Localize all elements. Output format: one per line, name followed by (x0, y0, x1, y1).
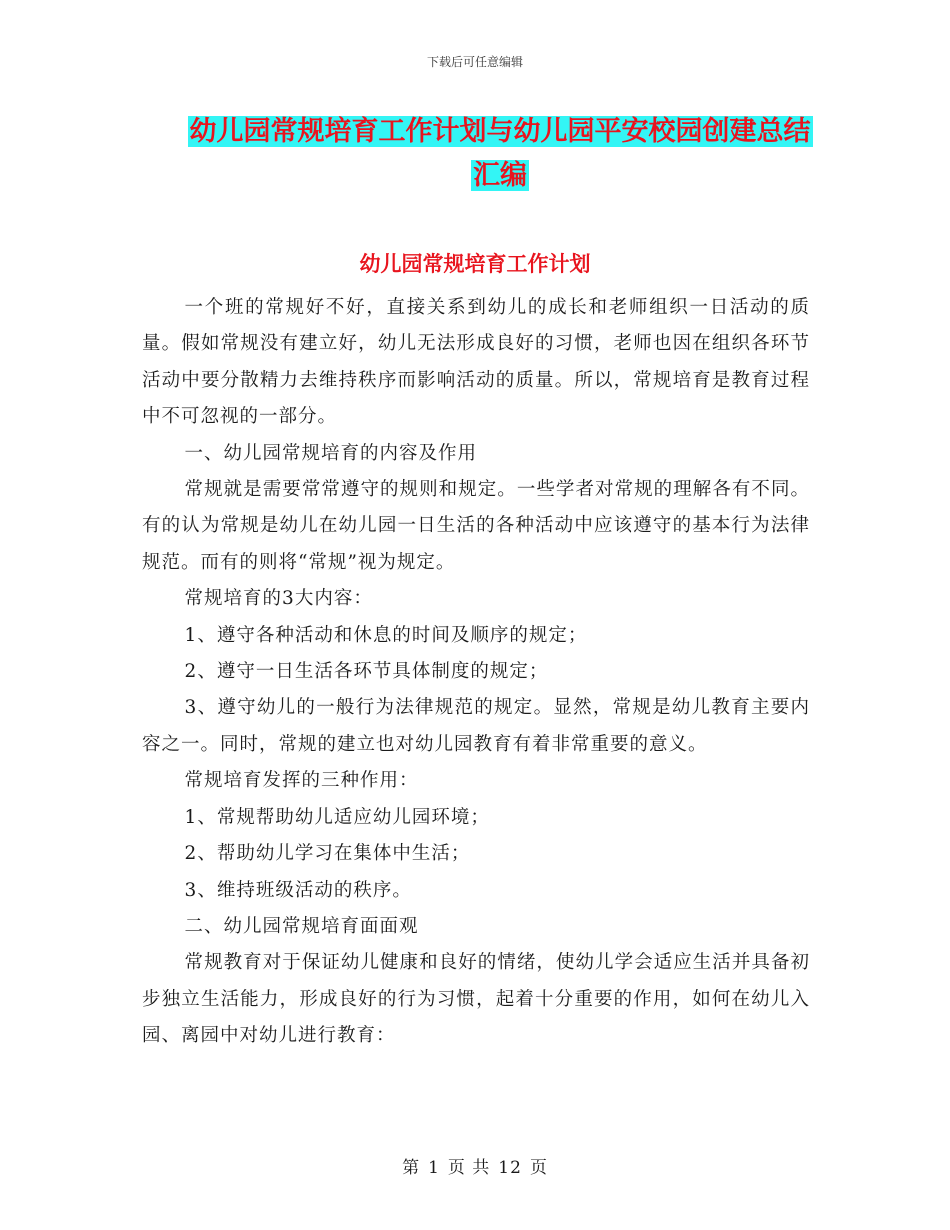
list-item: 1、常规帮助幼儿适应幼儿园环境； (184, 806, 490, 828)
list-item: 2、遵守一日生活各环节具体制度的规定； (184, 661, 549, 683)
paragraph-intro: 一个班的常规好不好，直接关系到幼儿的成长和老师组织一日活动的质量。假如常规没有建立好，幼儿无法形成良好的习惯，老师也因在组织各环节活动中要分散精力去维持秩序而影响活动的质量。所以，常规培育是教育过程中不可忽视的一部分。 (142, 297, 810, 428)
heading-section-2: 二、幼儿园常规培育面面观 (184, 915, 419, 937)
page-label-prefix: 第 (402, 1158, 421, 1178)
list-intro-contents: 常规培育的3大内容： (184, 588, 373, 610)
document-title-line1: 幼儿园常规培育工作计划与幼儿园平安校园创建总结 (189, 116, 811, 147)
page-label-suffix: 页 (529, 1158, 548, 1178)
list-intro-functions: 常规培育发挥的三种作用： (184, 770, 419, 792)
total-pages-number: 12 (498, 1158, 522, 1178)
document-title-line2: 汇编 (473, 160, 527, 191)
list-item: 2、帮助幼儿学习在集体中生活； (184, 843, 471, 865)
list-item: 3、维持班级活动的秩序。 (184, 879, 412, 901)
list-item: 1、遵守各种活动和休息的时间及顺序的规定； (184, 624, 588, 646)
heading-section-1: 一、幼儿园常规培育的内容及作用 (184, 442, 478, 464)
document-title (150, 110, 850, 198)
page-footer (0, 1153, 950, 1178)
section-title: 幼儿园常规培育工作计划 (359, 252, 591, 276)
current-page-number: 1 (428, 1158, 440, 1178)
header-note: 下载后可任意编辑 (426, 55, 523, 69)
page-label-mid: 页 共 (447, 1158, 491, 1178)
list-item: 3、遵守幼儿的一般行为法律规范的规定。显然，常规是幼儿教育主要内容之一。同时，常规的建立也对幼儿园教育有着非常重要的意义。 (142, 697, 810, 755)
paragraph-definition: 常规就是需要常常遵守的规则和规定。一些学者对常规的理解各有不同。有的认为常规是幼儿在幼儿园一日生活的各种活动中应该遵守的基本行为法律规范。而有的则将“常规”视为规定。 (142, 479, 810, 573)
paragraph-section-2: 常规教育对于保证幼儿健康和良好的情绪，使幼儿学会适应生活并具备初步独立生活能力，形成良好的行为习惯，起着十分重要的作用，如何在幼儿入园、离园中对幼儿进行教育： (142, 952, 810, 1047)
body-text (142, 290, 810, 1055)
